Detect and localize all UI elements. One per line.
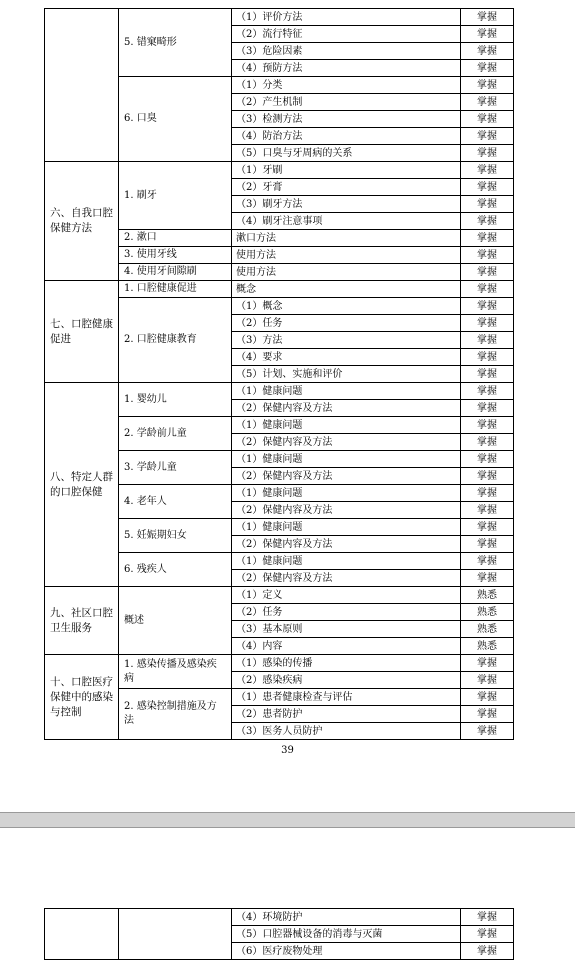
item-cell: （1）感染的传播 [232,655,461,672]
item-cell: （2）保健内容及方法 [232,434,461,451]
item-cell: （6）医疗废物处理 [232,943,461,960]
level-cell: 掌握 [461,536,514,553]
topic-cell: 6. 残疾人 [119,553,232,587]
syllabus-table [44,8,514,740]
item-cell: 使用方法 [232,264,461,281]
section-cell: 七、口腔健康促进 [45,281,119,383]
table-row [45,655,514,672]
level-cell: 掌握 [461,128,514,145]
syllabus-table-continued [44,908,514,960]
item-cell: （2）牙膏 [232,179,461,196]
level-cell: 掌握 [461,43,514,60]
level-cell: 掌握 [461,400,514,417]
item-cell: （3）危险因素 [232,43,461,60]
item-cell: （2）流行特征 [232,26,461,43]
item-cell: （4）要求 [232,349,461,366]
topic-cell: 1. 婴幼儿 [119,383,232,417]
topic-cell: 2. 口腔健康教育 [119,298,232,383]
level-cell: 掌握 [461,706,514,723]
item-cell: （5）计划、实施和评价 [232,366,461,383]
item-cell: （5）口腔器械设备的消毒与灭菌 [232,926,461,943]
topic-cell: 2. 感染控制措施及方法 [119,689,232,740]
level-cell: 掌握 [461,570,514,587]
topic-cell: 1. 刷牙 [119,162,232,230]
level-cell: 掌握 [461,689,514,706]
level-cell: 掌握 [461,366,514,383]
level-cell: 熟悉 [461,587,514,604]
item-cell: 使用方法 [232,247,461,264]
item-cell: （1）健康问题 [232,485,461,502]
level-cell: 掌握 [461,315,514,332]
level-cell: 掌握 [461,9,514,26]
level-cell: 掌握 [461,77,514,94]
level-cell: 掌握 [461,655,514,672]
level-cell: 掌握 [461,349,514,366]
level-cell: 掌握 [461,434,514,451]
item-cell: （2）任务 [232,315,461,332]
item-cell: （1）健康问题 [232,519,461,536]
section-cell: 八、特定人群的口腔保健 [45,383,119,587]
level-cell: 掌握 [461,723,514,740]
syllabus-table-continued-body [45,909,514,960]
item-cell: （2）保健内容及方法 [232,400,461,417]
item-cell: （1）牙刷 [232,162,461,179]
topic-cell: 6. 口臭 [119,77,232,162]
table-row [45,9,514,26]
level-cell: 掌握 [461,502,514,519]
item-cell: （1）定义 [232,587,461,604]
level-cell: 掌握 [461,672,514,689]
level-cell: 掌握 [461,145,514,162]
topic-cell [119,909,232,960]
level-cell: 掌握 [461,485,514,502]
section-cell [45,9,119,162]
topic-cell: 3. 使用牙线 [119,247,232,264]
item-cell: （1）健康问题 [232,451,461,468]
page-number: 39 [281,745,294,756]
topic-cell: 3. 学龄儿童 [119,451,232,485]
level-cell: 掌握 [461,451,514,468]
item-cell: （2）保健内容及方法 [232,468,461,485]
level-cell: 熟悉 [461,604,514,621]
section-cell: 九、社区口腔卫生服务 [45,587,119,655]
topic-cell: 5. 错窠畸形 [119,9,232,77]
level-cell: 掌握 [461,943,514,960]
level-cell: 掌握 [461,213,514,230]
item-cell: （1）患者健康检查与评估 [232,689,461,706]
section-cell: 十、口腔医疗保健中的感染与控制 [45,655,119,740]
section-cell [45,909,119,960]
page-separator [0,812,575,828]
item-cell: （3）基本原则 [232,621,461,638]
topic-cell: 1. 感染传播及感染疾病 [119,655,232,689]
topic-cell: 5. 妊娠期妇女 [119,519,232,553]
level-cell: 掌握 [461,60,514,77]
item-cell: （1）评价方法 [232,9,461,26]
topic-cell: 2. 学龄前儿童 [119,417,232,451]
item-cell: （5）口臭与牙周病的关系 [232,145,461,162]
level-cell: 掌握 [461,298,514,315]
level-cell: 掌握 [461,281,514,298]
level-cell: 掌握 [461,519,514,536]
item-cell: （4）刷牙注意事项 [232,213,461,230]
item-cell: （3）刷牙方法 [232,196,461,213]
level-cell: 掌握 [461,553,514,570]
item-cell: 漱口方法 [232,230,461,247]
level-cell: 掌握 [461,332,514,349]
item-cell: （3）检测方法 [232,111,461,128]
level-cell: 熟悉 [461,621,514,638]
topic-cell: 4. 老年人 [119,485,232,519]
level-cell: 掌握 [461,264,514,281]
item-cell: （2）患者防护 [232,706,461,723]
level-cell: 掌握 [461,926,514,943]
topic-cell: 概述 [119,587,232,655]
item-cell: （2）保健内容及方法 [232,502,461,519]
item-cell: （1）分类 [232,77,461,94]
table-row [45,383,514,400]
topic-cell: 4. 使用牙间隙刷 [119,264,232,281]
item-cell: （3）方法 [232,332,461,349]
level-cell: 掌握 [461,179,514,196]
item-cell: （2）产生机制 [232,94,461,111]
table-row [45,909,514,926]
item-cell: （4）防治方法 [232,128,461,145]
item-cell: （4）预防方法 [232,60,461,77]
level-cell: 掌握 [461,247,514,264]
item-cell: （1）健康问题 [232,383,461,400]
topic-cell: 1. 口腔健康促进 [119,281,232,298]
item-cell: （2）感染疾病 [232,672,461,689]
page-40-fragment [0,828,575,968]
item-cell: （1）概念 [232,298,461,315]
level-cell: 掌握 [461,94,514,111]
item-cell: 概念 [232,281,461,298]
syllabus-table-body [45,9,514,740]
item-cell: （4）环境防护 [232,909,461,926]
level-cell: 掌握 [461,111,514,128]
level-cell: 掌握 [461,417,514,434]
table-row [45,162,514,179]
item-cell: （1）健康问题 [232,553,461,570]
level-cell: 掌握 [461,162,514,179]
level-cell: 掌握 [461,383,514,400]
level-cell: 掌握 [461,230,514,247]
level-cell: 掌握 [461,909,514,926]
table-row [45,587,514,604]
item-cell: （1）健康问题 [232,417,461,434]
topic-cell: 2. 漱口 [119,230,232,247]
level-cell: 掌握 [461,26,514,43]
item-cell: （4）内容 [232,638,461,655]
table-row [45,281,514,298]
level-cell: 掌握 [461,468,514,485]
item-cell: （2）保健内容及方法 [232,536,461,553]
item-cell: （3）医务人员防护 [232,723,461,740]
level-cell: 掌握 [461,196,514,213]
section-cell: 六、自我口腔保健方法 [45,162,119,281]
item-cell: （2）任务 [232,604,461,621]
level-cell: 熟悉 [461,638,514,655]
item-cell: （2）保健内容及方法 [232,570,461,587]
